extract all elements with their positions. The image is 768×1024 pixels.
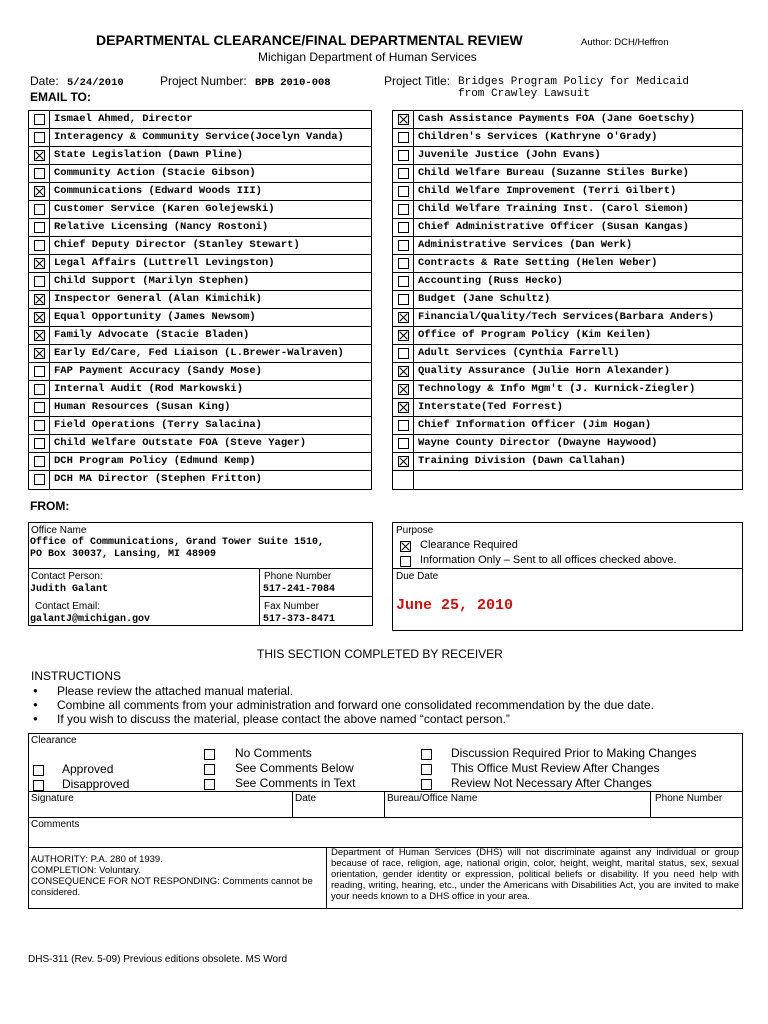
consequence-text: CONSEQUENCE FOR NOT RESPONDING: Comments cannot be considered. <box>31 876 313 898</box>
email-list-item[interactable] <box>29 381 371 399</box>
row-divider <box>28 791 743 792</box>
recipient-checkbox[interactable] <box>34 204 45 215</box>
row-separator <box>413 291 414 309</box>
form-title: DEPARTMENTAL CLEARANCE/FINAL DEPARTMENTAL REVIEW <box>96 32 523 48</box>
email-list-item[interactable] <box>393 129 742 147</box>
recipient-checkbox[interactable] <box>34 240 45 251</box>
project-number-value[interactable]: BPB 2010-008 <box>255 77 331 89</box>
recipient-checkbox[interactable] <box>34 312 45 323</box>
purpose-divider <box>392 568 743 569</box>
recipient-checkbox[interactable] <box>34 420 45 431</box>
row-separator <box>49 111 50 129</box>
recipient-label: Juvenile Justice (John Evans) <box>418 149 601 161</box>
see-comments-below-checkbox[interactable] <box>204 764 215 775</box>
row-separator <box>413 255 414 273</box>
authority-text: AUTHORITY: P.A. 280 of 1939. <box>31 854 163 865</box>
email-list-item[interactable] <box>29 417 371 435</box>
email-list-item[interactable] <box>393 417 742 435</box>
purpose-label: Purpose <box>396 525 434 536</box>
instruction-item: ● If you wish to discuss the material, please contact the above named “contact person.” <box>57 712 510 726</box>
email-list-item[interactable] <box>393 327 742 345</box>
review-not-necessary-label: Review Not Necessary After Changes <box>451 776 652 790</box>
recipient-checkbox[interactable] <box>34 402 45 413</box>
recipient-label: Child Welfare Training Inst. (Carol Siemon) <box>418 203 689 215</box>
comments-field[interactable]: Comments <box>31 819 80 830</box>
email-list-item[interactable] <box>393 237 742 255</box>
recipient-checkbox[interactable] <box>398 312 409 323</box>
col-divider <box>384 791 385 817</box>
recipient-checkbox[interactable] <box>34 456 45 467</box>
project-title-label: Project Title: <box>384 74 451 88</box>
signature-field[interactable]: Signature <box>31 793 74 804</box>
row-separator <box>413 183 414 201</box>
row-separator <box>413 363 414 381</box>
row-separator <box>413 345 414 363</box>
recipient-label: Training Division (Dawn Callahan) <box>418 455 626 467</box>
recipient-label: Child Welfare Bureau (Suzanne Stiles Burke) <box>418 167 689 179</box>
recipient-label: Chief Administrative Officer (Susan Kangas) <box>418 221 689 233</box>
recipient-checkbox[interactable] <box>398 366 409 377</box>
information-only-checkbox[interactable] <box>400 556 411 567</box>
recipient-checkbox[interactable] <box>34 186 45 197</box>
form-identifier: DHS-311 (Rev. 5-09) Previous editions obsolete. MS Word <box>28 954 287 965</box>
email-list-item[interactable] <box>29 309 371 327</box>
discussion-required-checkbox[interactable] <box>421 749 432 760</box>
row-separator <box>413 111 414 129</box>
email-list-left <box>28 110 372 490</box>
row-separator <box>49 273 50 291</box>
email-to-label: EMAIL TO: <box>30 90 91 104</box>
recipient-label: Human Resources (Susan King) <box>54 401 231 413</box>
email-list-item[interactable] <box>29 327 371 345</box>
recipient-label: Inspector General (Alan Kimichik) <box>54 293 262 305</box>
email-list-item[interactable] <box>29 453 371 471</box>
email-list-item[interactable] <box>29 435 371 453</box>
email-list-item[interactable] <box>393 273 742 291</box>
row-separator <box>49 129 50 147</box>
email-list-item[interactable] <box>393 345 742 363</box>
recipient-checkbox[interactable] <box>398 330 409 341</box>
row-separator <box>49 237 50 255</box>
recipient-label: Budget (Jane Schultz) <box>418 293 551 305</box>
recipient-label: Adult Services (Cynthia Farrell) <box>418 347 620 359</box>
row-separator <box>49 201 50 219</box>
clearance-label: Clearance <box>31 735 77 746</box>
recipient-checkbox[interactable] <box>398 384 409 395</box>
recipient-label: FAP Payment Accuracy (Sandy Mose) <box>54 365 262 377</box>
email-list-item[interactable] <box>393 309 742 327</box>
row-separator <box>49 255 50 273</box>
discussion-required-label: Discussion Required Prior to Making Changes <box>451 746 697 760</box>
recipient-checkbox[interactable] <box>398 438 409 449</box>
row-separator <box>49 345 50 363</box>
clearance-required-label: Clearance Required <box>420 539 518 551</box>
recipient-label: State Legislation (Dawn Pline) <box>54 149 244 161</box>
recipient-checkbox[interactable] <box>398 456 409 467</box>
recipient-checkbox[interactable] <box>34 168 45 179</box>
email-list-item[interactable] <box>29 111 371 129</box>
email-list-item[interactable] <box>393 165 742 183</box>
from-label: FROM: <box>30 499 70 513</box>
recipient-checkbox[interactable] <box>398 348 409 359</box>
recipient-checkbox[interactable] <box>34 258 45 269</box>
row-separator <box>49 471 50 489</box>
recipient-checkbox[interactable] <box>398 168 409 179</box>
recipient-checkbox[interactable] <box>34 276 45 287</box>
col-divider <box>650 791 651 817</box>
recipient-label: Interagency & Community Service(Jocelyn Vanda) <box>54 131 344 143</box>
recipient-checkbox[interactable] <box>34 222 45 233</box>
row-separator <box>413 309 414 327</box>
contact-email-label: Contact Email: <box>35 601 101 612</box>
recipient-checkbox[interactable] <box>34 294 45 305</box>
approved-label: Approved <box>62 762 114 776</box>
project-number-label: Project Number: <box>160 74 247 88</box>
review-not-necessary-checkbox[interactable] <box>421 779 432 790</box>
email-list-item[interactable] <box>29 291 371 309</box>
row-separator <box>413 237 414 255</box>
recipient-label: Child Welfare Outstate FOA (Steve Yager) <box>54 437 307 449</box>
recipient-label: Contracts & Rate Setting (Helen Weber) <box>418 257 658 269</box>
recipient-checkbox[interactable] <box>398 222 409 233</box>
recipient-checkbox[interactable] <box>398 186 409 197</box>
see-comments-below-label: See Comments Below <box>235 761 354 775</box>
instruction-item: ● Please review the attached manual material. <box>57 684 293 698</box>
row-separator <box>49 399 50 417</box>
recipient-checkbox[interactable] <box>398 420 409 431</box>
row-separator <box>49 165 50 183</box>
row-separator <box>49 417 50 435</box>
row-separator <box>413 165 414 183</box>
email-list-item[interactable] <box>29 183 371 201</box>
recipient-checkbox[interactable] <box>34 348 45 359</box>
office-line1[interactable]: Office of Communications, Grand Tower Suite 1510, <box>30 537 325 548</box>
approved-checkbox[interactable] <box>33 765 44 776</box>
row-separator <box>49 219 50 237</box>
recipient-checkbox[interactable] <box>34 150 45 161</box>
recipient-label: Relative Licensing (Nancy Rostoni) <box>54 221 269 233</box>
email-list-item[interactable] <box>29 201 371 219</box>
email-list-item[interactable] <box>393 219 742 237</box>
email-list-right <box>392 110 743 490</box>
email-list-item[interactable] <box>29 399 371 417</box>
recipient-label: Children's Services (Kathryne O'Grady) <box>418 131 658 143</box>
row-separator <box>413 273 414 291</box>
empty-list-row <box>393 471 742 489</box>
no-comments-checkbox[interactable] <box>204 749 215 760</box>
row-separator <box>49 381 50 399</box>
recipient-label: Internal Audit (Rod Markowski) <box>54 383 244 395</box>
clearance-required-checkbox[interactable] <box>400 541 411 552</box>
row-separator <box>49 363 50 381</box>
recipient-label: Communications (Edward Woods III) <box>54 185 262 197</box>
row-separator <box>413 381 414 399</box>
instruction-item: ● Combine all comments from your administration and forward one consolidated recommendation by the due date. <box>57 698 654 712</box>
email-list-item[interactable] <box>29 471 371 489</box>
information-only-label: Information Only – Sent to all offices checked above. <box>420 554 677 566</box>
contact-person-label: Contact Person: <box>31 571 103 582</box>
row-separator <box>49 327 50 345</box>
email-list-item[interactable] <box>393 291 742 309</box>
row-separator <box>413 399 414 417</box>
recipient-label: Early Ed/Care, Fed Liaison (L.Brewer-Walraven) <box>54 347 344 359</box>
fax-number-label: Fax Number <box>264 601 320 612</box>
recipient-checkbox[interactable] <box>398 240 409 251</box>
email-list-item[interactable] <box>29 237 371 255</box>
bureau-office-field[interactable]: Bureau/Office Name <box>387 793 478 804</box>
must-review-label: This Office Must Review After Changes <box>451 761 660 775</box>
recipient-checkbox[interactable] <box>398 258 409 269</box>
recipient-label: Community Action (Stacie Gibson) <box>54 167 256 179</box>
disapproved-checkbox[interactable] <box>33 780 44 791</box>
recipient-checkbox[interactable] <box>34 474 45 485</box>
receiver-section-title: THIS SECTION COMPLETED BY RECEIVER <box>257 647 503 661</box>
row-separator <box>49 309 50 327</box>
email-list-item[interactable] <box>29 165 371 183</box>
recipient-label: Cash Assistance Payments FOA (Jane Goetschy) <box>418 113 696 125</box>
email-list-item[interactable] <box>29 147 371 165</box>
col-divider <box>326 847 327 909</box>
recipient-checkbox[interactable] <box>34 438 45 449</box>
email-list-item[interactable] <box>29 363 371 381</box>
recipient-label: Interstate(Ted Forrest) <box>418 401 563 413</box>
email-list-item[interactable] <box>393 399 742 417</box>
recipient-checkbox[interactable] <box>398 132 409 143</box>
recipient-label: Family Advocate (Stacie Bladen) <box>54 329 250 341</box>
recipient-label: DCH MA Director (Stephen Fritton) <box>54 473 262 485</box>
recipient-label: Child Welfare Improvement (Terri Gilbert) <box>418 185 677 197</box>
recipient-label: Ismael Ahmed, Director <box>54 113 193 125</box>
author-label: Author: DCH/Heffron <box>581 37 669 48</box>
row-separator <box>413 201 414 219</box>
receiver-phone-field[interactable]: Phone Number <box>655 793 723 804</box>
recipient-label: Field Operations (Terry Salacina) <box>54 419 262 431</box>
email-list-item[interactable] <box>393 201 742 219</box>
row-separator <box>49 435 50 453</box>
row-separator <box>413 435 414 453</box>
email-list-item[interactable] <box>393 255 742 273</box>
row-separator <box>413 327 414 345</box>
project-title-line1[interactable]: Bridges Program Policy for Medicaid <box>458 76 690 88</box>
receiver-date-field[interactable]: Date <box>295 793 317 804</box>
recipient-checkbox[interactable] <box>34 366 45 377</box>
email-list-item[interactable] <box>393 363 742 381</box>
recipient-label: Quality Assurance (Julie Horn Alexander) <box>418 365 671 377</box>
col-divider <box>292 791 293 817</box>
email-list-item[interactable] <box>393 453 742 471</box>
row-divider <box>28 817 743 818</box>
email-list-item[interactable] <box>29 273 371 291</box>
recipient-label: Technology & Info Mgm't (J. Kurnick-Ziegler) <box>418 383 696 395</box>
recipient-label: Financial/Quality/Tech Services(Barbara Anders) <box>418 311 715 323</box>
email-list-item[interactable] <box>29 219 371 237</box>
phone-number-value[interactable]: 517-241-7084 <box>263 584 336 595</box>
recipient-checkbox[interactable] <box>398 294 409 305</box>
recipient-checkbox[interactable] <box>398 402 409 413</box>
project-title-line2[interactable]: from Crawley Lawsuit <box>458 88 591 100</box>
recipient-checkbox[interactable] <box>398 204 409 215</box>
row-separator <box>49 291 50 309</box>
email-list-item[interactable] <box>393 381 742 399</box>
recipient-checkbox[interactable] <box>398 276 409 287</box>
row-separator <box>49 453 50 471</box>
row-separator <box>49 147 50 165</box>
email-list-item[interactable] <box>393 111 742 129</box>
due-date-value[interactable]: June 25, 2010 <box>396 597 514 614</box>
recipient-checkbox[interactable] <box>398 150 409 161</box>
recipient-checkbox[interactable] <box>34 384 45 395</box>
department-subtitle: Michigan Department of Human Services <box>258 50 477 64</box>
recipient-label: Administrative Services (Dan Werk) <box>418 239 633 251</box>
recipient-label: Customer Service (Karen Golejewski) <box>54 203 275 215</box>
nondiscrimination-notice: Department of Human Services (DHS) will not discriminate against any individual or group because of race, religion, age, national origin, color, height, weight, marital status, sex, sexual orientation, gender identity or expression, political beliefs or disability. If you need help with reading, writing, hearing, etc., under the Americans with Disabilities Act, you are invited to make your needs known to a DHS office in your area. <box>331 847 739 902</box>
office-line2[interactable]: PO Box 30037, Lansing, MI 48909 <box>30 549 217 560</box>
row-separator <box>49 183 50 201</box>
email-list-item[interactable] <box>29 129 371 147</box>
date-value[interactable]: 5/24/2010 <box>67 77 124 89</box>
row-separator <box>413 453 414 471</box>
recipient-label: Child Support (Marilyn Stephen) <box>54 275 250 287</box>
recipient-checkbox[interactable] <box>398 114 409 125</box>
due-date-label: Due Date <box>396 571 439 582</box>
recipient-label: Chief Information Officer (Jim Hogan) <box>418 419 652 431</box>
recipient-checkbox[interactable] <box>34 132 45 143</box>
recipient-label: Legal Affairs (Luttrell Levingston) <box>54 257 275 269</box>
completion-text: COMPLETION: Voluntary. <box>31 865 141 876</box>
email-list-item[interactable] <box>393 183 742 201</box>
row-separator <box>413 129 414 147</box>
recipient-label: Chief Deputy Director (Stanley Stewart) <box>54 239 300 251</box>
row-separator <box>413 147 414 165</box>
no-comments-label: No Comments <box>235 746 312 760</box>
email-list-item[interactable] <box>29 255 371 273</box>
recipient-label: DCH Program Policy (Edmund Kemp) <box>54 455 256 467</box>
recipient-label: Accounting (Russ Hecko) <box>418 275 563 287</box>
see-comments-in-text-checkbox[interactable] <box>204 779 215 790</box>
recipient-label: Equal Opportunity (James Newsom) <box>54 311 256 323</box>
recipient-label: Office of Program Policy (Kim Keilen) <box>418 329 652 341</box>
contact-person-value[interactable]: Judith Galant <box>30 584 109 595</box>
office-name-label: Office Name <box>31 525 87 536</box>
row-separator <box>413 219 414 237</box>
email-list-item[interactable] <box>29 345 371 363</box>
disapproved-label: Disapproved <box>62 777 130 791</box>
recipient-label: Wayne County Director (Dwayne Haywood) <box>418 437 658 449</box>
recipient-checkbox[interactable] <box>34 114 45 125</box>
email-list-item[interactable] <box>393 147 742 165</box>
recipient-checkbox[interactable] <box>34 330 45 341</box>
contact-email-value[interactable]: galantJ@michigan.gov <box>30 614 151 625</box>
fax-number-value[interactable]: 517-373-8471 <box>263 614 336 625</box>
date-label: Date: <box>30 74 59 88</box>
instructions-label: INSTRUCTIONS <box>31 669 121 683</box>
must-review-checkbox[interactable] <box>421 764 432 775</box>
email-list-item[interactable] <box>393 435 742 453</box>
row-separator <box>413 417 414 435</box>
phone-number-label: Phone Number <box>264 571 332 582</box>
see-comments-in-text-label: See Comments in Text <box>235 776 356 790</box>
row-separator <box>413 471 414 489</box>
